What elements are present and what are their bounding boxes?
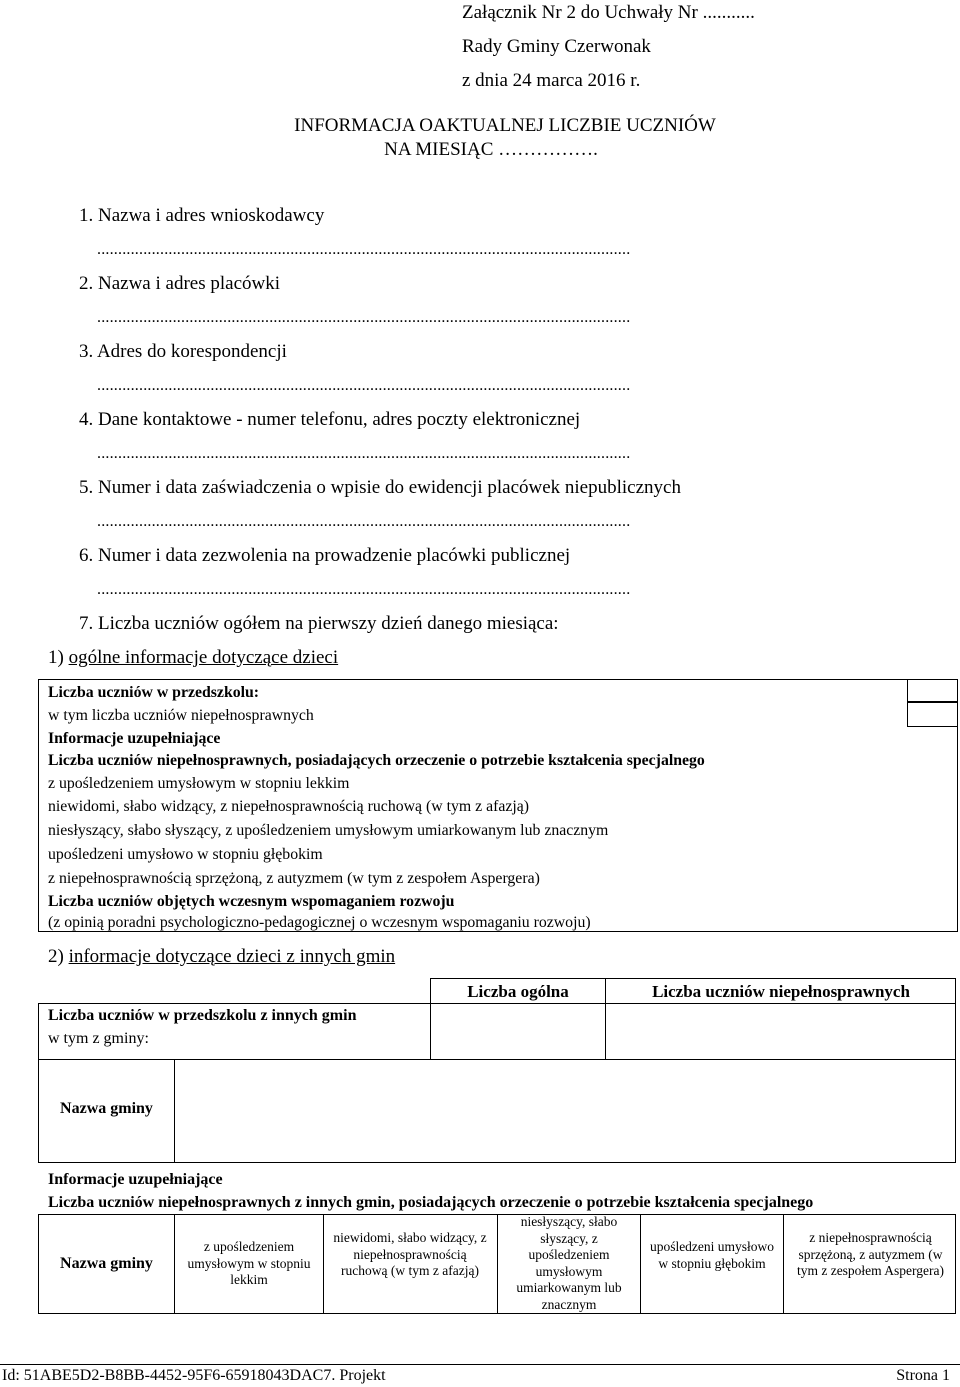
preschool-count-label: Liczba uczniów w przedszkolu:	[48, 684, 260, 701]
item-permit: 6. Numer i data zezwolenia na prowadzenie placówki publicznej	[79, 545, 571, 566]
profound-disability-label: upośledzeni umysłowo w stopniu głębokim	[48, 846, 323, 863]
column-multiple-disability: z niepełnosprawnością sprzężoną, z autyzmem (w tym z zespołem Aspergera)	[796, 1230, 945, 1278]
footer-divider	[0, 1364, 960, 1365]
visual-motor-disability-label: niewidomi, słabo widzący, z niepełnosprawnością ruchową (w tym z afazją)	[48, 798, 530, 815]
column-disabled-label: Liczba uczniów niepełnosprawnych	[652, 982, 910, 1001]
section1-heading: 1) ogólne informacje dotyczące dzieci	[48, 647, 339, 668]
gmina-name-label: Nazwa gminy	[60, 1100, 153, 1117]
section3-subtitle: Liczba uczniów niepełnosprawnych z innych gmin, posiadających orzeczenie o potrzebie kształcenia specjalnego	[48, 1194, 814, 1211]
item-student-count: 7. Liczba uczniów ogółem na pierwszy dzień danego miesiąca:	[79, 613, 559, 634]
special-education-label: Liczba uczniów niepełnosprawnych, posiadających orzeczenie o potrzebie kształcenia specjalnego	[48, 752, 705, 769]
attachment-header: Załącznik Nr 2 do Uchwały Nr ...........	[462, 2, 755, 23]
section2-heading: 2) informacje dotyczące dzieci z innych gmin	[48, 946, 396, 967]
column-profound-disability: upośledzeni umysłowo w stopniu głębokim	[649, 1239, 775, 1271]
hearing-moderate-disability-label: niesłyszący, słabo słyszący, z upośledzeniem umysłowym umiarkowanym lub znacznym	[48, 822, 609, 839]
input-cell[interactable]	[907, 679, 958, 702]
gmina-name-header: Nazwa gminy	[60, 1255, 153, 1272]
document-id: Id: 51ABE5D2-B8BB-4452-95F6-65918043DAC7. Projekt	[2, 1367, 386, 1384]
input-cell[interactable]	[605, 1003, 956, 1060]
section2-gmina-row	[38, 1059, 956, 1163]
dotted-line: ...............................................................................................................................	[97, 241, 631, 258]
mild-disability-label: z upośledzeniem umysłowym w stopniu lekkim	[48, 775, 350, 792]
early-support-label: Liczba uczniów objętych wczesnym wspomaganiem rozwoju	[48, 893, 455, 910]
other-gmina-count-label: Liczba uczniów w przedszkolu z innych gmin	[48, 1007, 357, 1024]
council-name: Rady Gminy Czerwonak	[462, 36, 651, 57]
section1-title: ogólne informacje dotyczące dzieci	[68, 647, 339, 668]
of-which-gmina-label: w tym z gminy:	[48, 1030, 149, 1047]
item-correspondence: 3. Adres do korespondencji	[79, 341, 287, 362]
input-cell[interactable]	[430, 1003, 606, 1060]
column-visual-motor-disability: niewidomi, słabo widzący, z niepełnosprawnością ruchową (w tym z afazją)	[333, 1230, 487, 1278]
item-facility: 2. Nazwa i adres placówki	[79, 273, 281, 294]
column-total-label: Liczba ogólna	[467, 982, 569, 1001]
item-applicant: 1. Nazwa i adres wnioskodawcy	[79, 205, 325, 226]
dotted-line: ...............................................................................................................................	[97, 445, 631, 462]
dotted-line: ...............................................................................................................................	[97, 377, 631, 394]
column-mild-disability: z upośledzeniem umysłowym w stopniu lekkim	[187, 1239, 311, 1287]
item-contact: 4. Dane kontaktowe - numer telefonu, adres poczty elektronicznej	[79, 409, 581, 430]
dotted-line: ...............................................................................................................................	[97, 309, 631, 326]
page-number: Strona 1	[896, 1367, 950, 1384]
additional-info-label: Informacje uzupełniające	[48, 730, 221, 747]
disabled-count-label: w tym liczba uczniów niepełnosprawnych	[48, 707, 314, 724]
early-support-note: (z opinią poradni psychologiczno-pedagogicznej o wczesnym wspomaganiu rozwoju)	[48, 914, 591, 931]
resolution-date: z dnia 24 marca 2016 r.	[462, 70, 641, 91]
document-title-month: NA MIESIĄC …………….	[384, 139, 598, 160]
multiple-disability-label: z niepełnosprawnością sprzężoną, z autyzmem (w tym z zespołem Aspergera)	[48, 870, 540, 887]
input-cell[interactable]	[907, 702, 958, 727]
section2-title: informacje dotyczące dzieci z innych gmin	[68, 946, 396, 967]
section3-title: Informacje uzupełniające	[48, 1171, 223, 1188]
column-hearing-moderate-disability: niesłyszący, słabo słyszący, z upośledzeniem umysłowym umiarkowanym lub znacznym	[516, 1214, 622, 1312]
document-title: INFORMACJA OAKTUALNEJ LICZBIE UCZNIÓW	[294, 115, 716, 136]
dotted-line: ...............................................................................................................................	[97, 581, 631, 598]
item-registration: 5. Numer i data zaświadczenia o wpisie do ewidencji placówek niepublicznych	[79, 477, 681, 498]
dotted-line: ...............................................................................................................................	[97, 513, 631, 530]
